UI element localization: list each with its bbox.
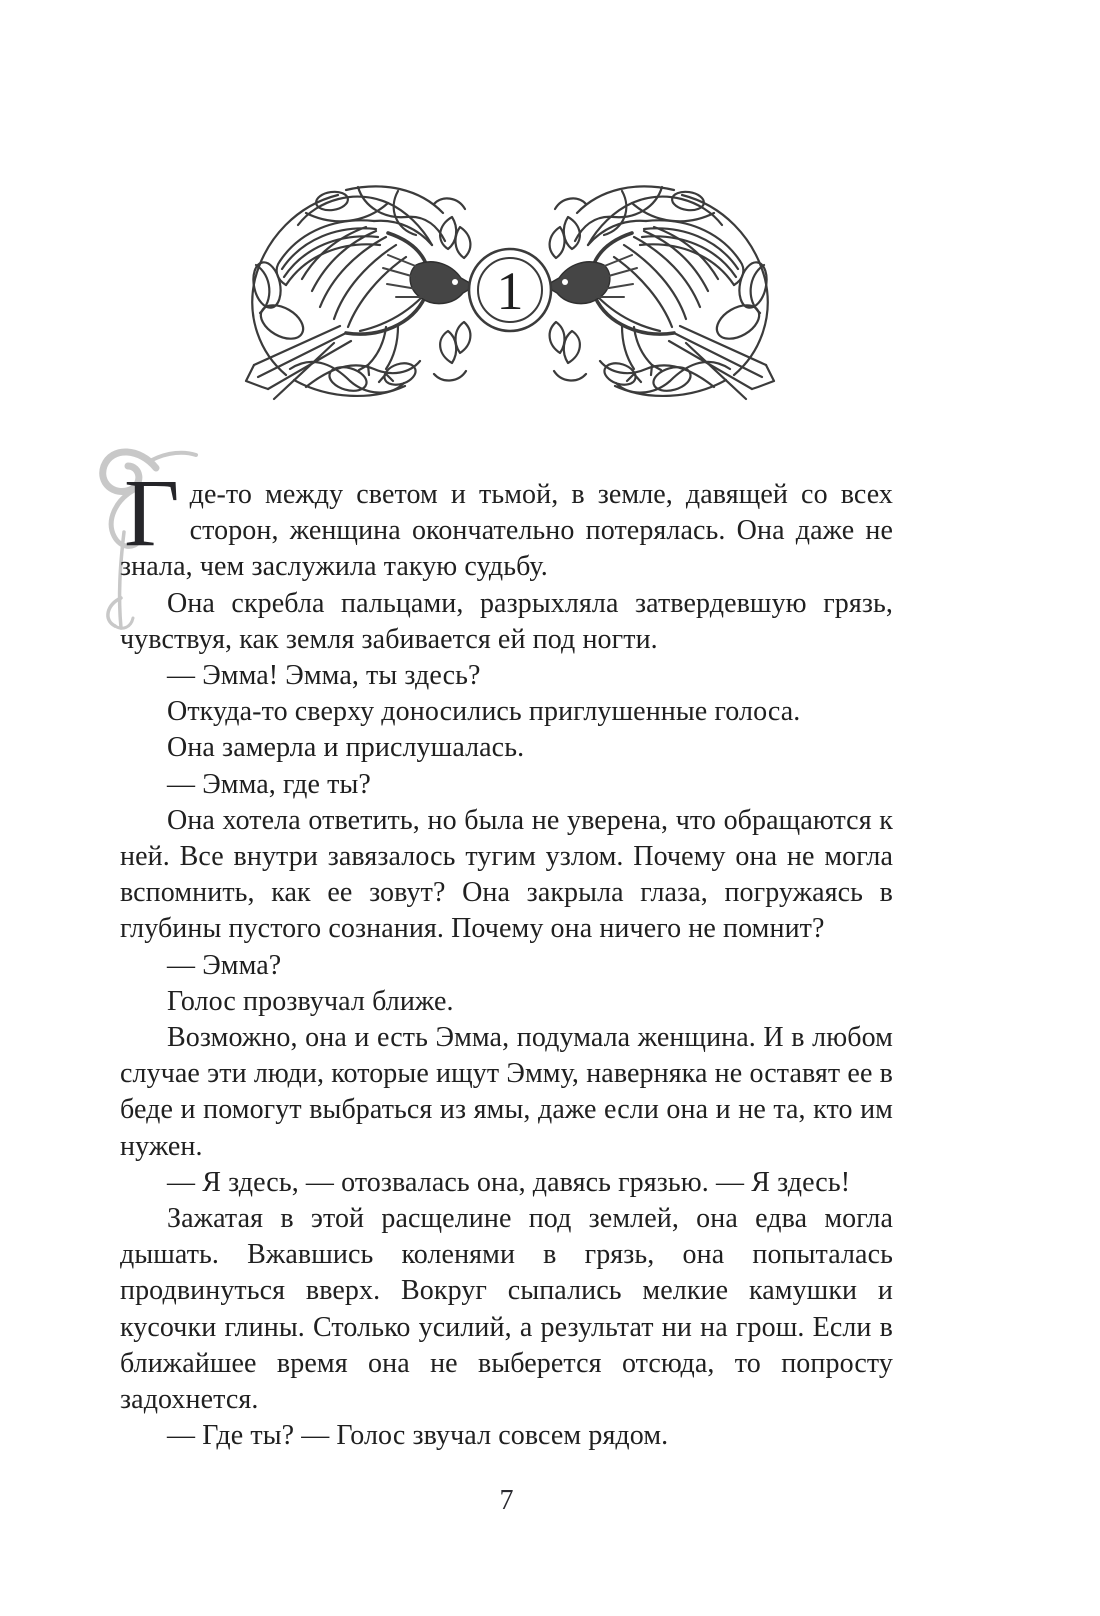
paragraph: Она хотела ответить, но была не уверена, что обращаются к ней. Все внутри завязалось тугим узлом. Почему она не могла вспомнить, как ее зовут? Она закрыла глаза, погружаясь в глубины пустого сознания. Почему она ничего не помнит? (120, 804, 893, 945)
paragraph: — Эмма! Эмма, ты здесь? (167, 660, 481, 692)
paragraph: — Я здесь, — отозвалась она, давясь грязью. — Я здесь! (167, 1166, 851, 1198)
page-number: 7 (499, 1485, 514, 1516)
paragraph: Зажатая в этой расщелине под землей, она едва могла дышать. Вжавшись коленями в грязь, она попыталась продвинуться вверх. Вокруг сыпались мелкие камушки и кусочки глины. Столько усилий, а результат ни на грош. Если в ближайшее время она не выберется отсюда, то попросту задохнется. (120, 1203, 893, 1416)
chapter-number: 1 (496, 261, 524, 321)
paragraph: Голос прозвучал ближе. (167, 985, 454, 1017)
chapter-ornament (240, 175, 780, 405)
paragraph: Где-то между светом и тьмой, в земле, давящей со всех сторон, женщина окончательно потерялась. Она даже не знала, чем заслужила такую судьбу. (120, 459, 893, 583)
paragraph: — Эмма? (167, 949, 282, 981)
paragraph: Возможно, она и есть Эмма, подумала женщина. И в любом случае эти люди, которые ищут Эмму, наверняка не оставят ее в беде и помогут выбраться из ямы, даже если она и не та, кто им нужен. (120, 1022, 893, 1162)
paragraph: — Эмма, где ты? (167, 768, 371, 800)
right-raven-icon (545, 186, 774, 399)
paragraph: Откуда-то сверху доносились приглушенные голоса. (167, 696, 801, 728)
text-block (120, 459, 893, 1454)
paragraph: — Где ты? — Голос звучал совсем рядом. (167, 1420, 669, 1452)
paragraph: Она замерла и прислушалась. (167, 732, 525, 764)
drop-cap-letter: Г (124, 459, 180, 566)
left-raven-icon (246, 186, 475, 399)
raven-knotwork-icon (240, 175, 780, 405)
paragraph: Она скребла пальцами, разрыхляла затвердевшую грязь, чувствуя, как земля забивается ей под ногти. (120, 587, 893, 655)
